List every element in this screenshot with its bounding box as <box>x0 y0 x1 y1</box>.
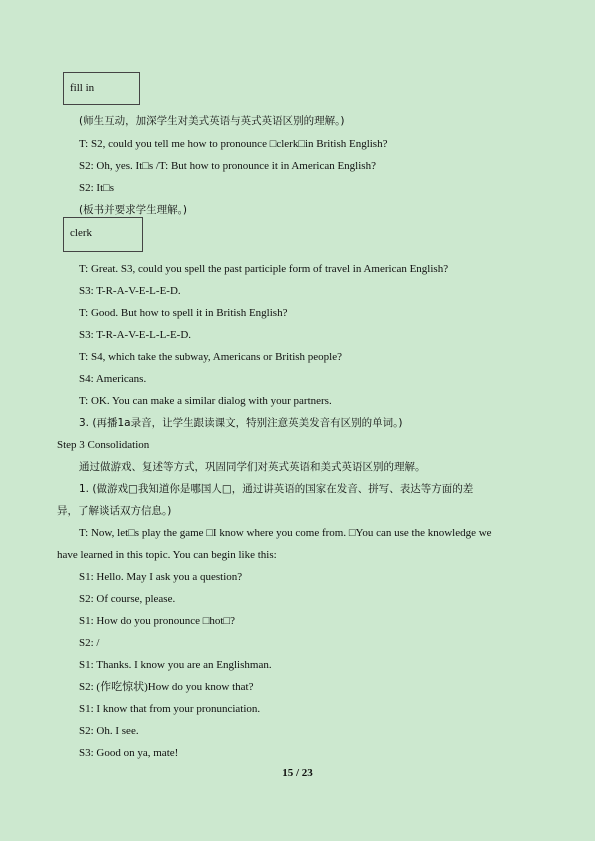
dialog-line: T: OK. You can make a similar dialog with your partners. <box>79 395 332 407</box>
dialog-line: S3: T-R-A-V-E-L-L-E-D. <box>79 329 192 341</box>
dialog-line: S1: How do you pronounce □hot□? <box>79 615 235 627</box>
paragraph: (板书并要求学生理解。) <box>79 204 187 216</box>
dialog-line: T: S4, which take the subway, Americans or British people? <box>79 351 342 363</box>
dialog-line: S2: It□s <box>79 182 115 194</box>
dialog-line: S1: I know that from your pronunciation. <box>79 703 261 715</box>
dialog-line: S3: Good on ya, mate! <box>79 747 179 759</box>
section-heading: Step 3 Consolidation <box>57 439 150 451</box>
dialog-line: have learned in this topic. You can begin like this: <box>57 549 277 561</box>
page-number: 15 / 23 <box>282 767 313 779</box>
paragraph: (师生互动，加深学生对美式英语与英式英语区别的理解。) <box>79 115 345 127</box>
paragraph: 3. (再播1a录音，让学生跟读课文，特别注意英美发音有区别的单词。) <box>79 417 403 429</box>
dialog-line: S1: Hello. May I ask you a question? <box>79 571 243 583</box>
dialog-line: S2: Of course, please. <box>79 593 176 605</box>
dialog-line: S2: / <box>79 637 100 649</box>
paragraph: 通过做游戏、复述等方式，巩固同学们对英式英语和美式英语区别的理解。 <box>79 461 426 473</box>
paragraph: 异，了解谈话双方信息。) <box>57 505 172 517</box>
blank-box-fill-in: fill in <box>63 72 140 105</box>
dialog-line: T: S2, could you tell me how to pronounce □clerk□in British English? <box>79 138 388 150</box>
dialog-line: S1: Thanks. I know you are an Englishman. <box>79 659 272 671</box>
dialog-line: T: Now, let□s play the game □I know where you come from. □You can use the knowledge we <box>79 527 492 539</box>
paragraph: 1. (做游戏□我知道你是哪国人□，通过讲英语的国家在发音、拼写、表达等方面的差 <box>79 483 474 495</box>
dialog-line: S3: T-R-A-V-E-L-E-D. <box>79 285 181 297</box>
dialog-line: S2: Oh. I see. <box>79 725 139 737</box>
dialog-line: S4: Americans. <box>79 373 147 385</box>
dialog-line: T: Great. S3, could you spell the past participle form of travel in American English? <box>79 263 449 275</box>
dialog-line: T: Good. But how to spell it in British English? <box>79 307 288 319</box>
dialog-line: S2: (作吃惊状)How do you know that? <box>79 681 254 693</box>
blank-box-clerk: clerk <box>63 217 143 252</box>
dialog-line: S2: Oh, yes. It□s /T: But how to pronounce it in American English? <box>79 160 376 172</box>
